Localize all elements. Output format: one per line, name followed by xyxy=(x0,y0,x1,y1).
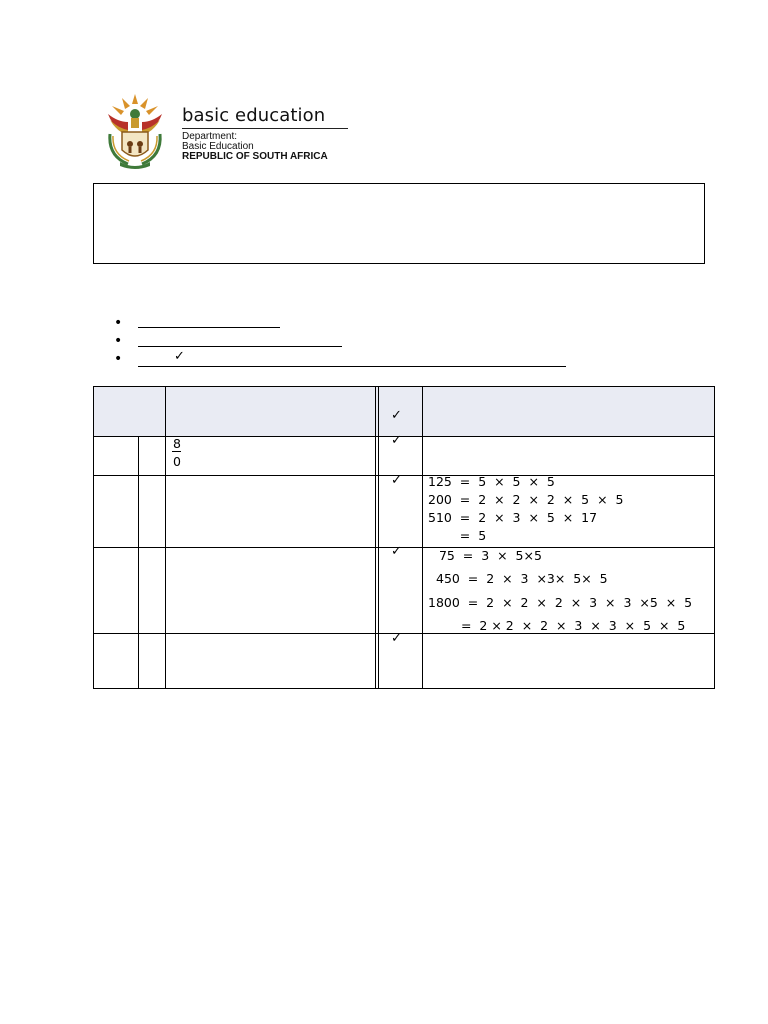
check-mark-icon: ✓ xyxy=(391,631,402,646)
table-column-divider xyxy=(165,386,166,688)
table-row-divider xyxy=(93,436,715,437)
math-line: 1800 = 2 × 2 × 2 × 3 × 3 ×5 × 5 xyxy=(428,595,693,610)
check-mark-icon: ✓ xyxy=(391,544,402,559)
math-line: 450 = 2 × 3 ×3× 5× 5 xyxy=(436,571,608,586)
check-mark-icon: ✓ xyxy=(391,433,402,448)
table-row-divider xyxy=(93,547,715,548)
brand-department-name: Basic Education xyxy=(182,141,254,152)
brand-country: REPUBLIC OF SOUTH AFRICA xyxy=(182,151,328,162)
math-line: 200 = 2 × 2 × 2 × 5 × 5 xyxy=(428,492,624,507)
math-line: = 5 xyxy=(428,528,487,543)
fraction-bar xyxy=(172,451,181,452)
table-header-bg xyxy=(377,386,715,436)
math-line: 125 = 5 × 5 × 5 xyxy=(428,474,555,489)
bullet-marker: • xyxy=(114,333,123,349)
table-border xyxy=(93,386,94,688)
bullet-underline xyxy=(138,366,566,367)
table-column-divider xyxy=(422,386,423,688)
table-column-divider xyxy=(138,436,139,688)
info-box xyxy=(93,183,705,264)
table-row-divider xyxy=(93,633,715,634)
math-line: 75 = 3 × 5×5 xyxy=(431,548,542,563)
bullet-underline xyxy=(138,346,342,347)
table-border xyxy=(377,386,715,387)
check-mark-icon: ✓ xyxy=(391,473,402,488)
table-border xyxy=(93,688,715,689)
table-border xyxy=(714,386,715,688)
bullet-marker: • xyxy=(114,351,123,367)
math-line: = 2 × 2 × 2 × 3 × 3 × 5 × 5 xyxy=(461,618,686,633)
check-mark-icon: ✓ xyxy=(174,349,185,364)
coat-of-arms-icon xyxy=(100,92,170,170)
table-column-divider xyxy=(378,386,379,688)
bullet-marker: • xyxy=(114,315,123,331)
bullet-underline xyxy=(138,327,280,328)
brand-department-label: Department: xyxy=(182,131,238,142)
fraction-denominator: 0 xyxy=(173,454,181,469)
brand-title: basic education xyxy=(182,105,326,126)
check-mark-icon: ✓ xyxy=(391,408,402,423)
table-row-divider xyxy=(93,475,715,476)
table-column-divider xyxy=(375,386,376,688)
math-line: 510 = 2 × 3 × 5 × 17 xyxy=(428,510,598,525)
table-border xyxy=(93,386,377,387)
department-logo xyxy=(100,92,360,170)
brand-text xyxy=(182,106,357,162)
marking-table xyxy=(93,386,715,689)
table-header-bg xyxy=(93,386,377,436)
brand-divider xyxy=(182,128,348,129)
fraction-numerator: 8 xyxy=(173,436,181,451)
